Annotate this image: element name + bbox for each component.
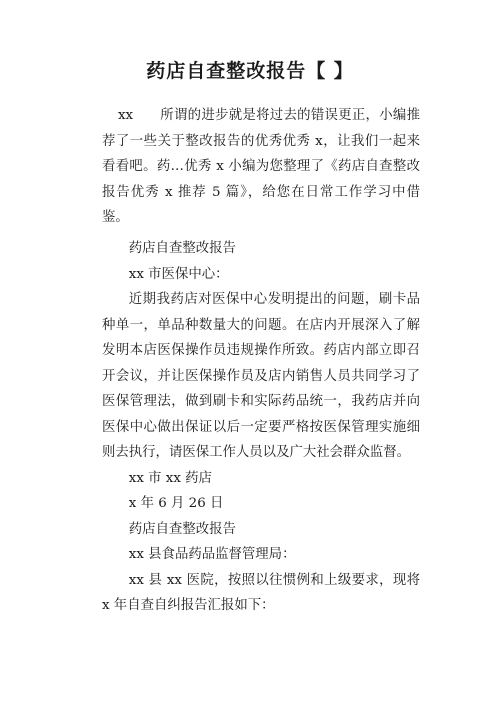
document-title: 药店自查整改报告【 】 xyxy=(146,60,354,82)
report1-addressee: xx 市医保中心： xyxy=(128,266,229,282)
report2-heading: 药店自查整改报告 xyxy=(128,521,236,537)
report-section xyxy=(102,236,420,619)
report2-addressee: xx 县食品药品监督管理局： xyxy=(128,547,296,562)
report1-heading: 药店自查整改报告 xyxy=(128,241,236,256)
intro-paragraph xyxy=(102,103,420,231)
report1-date: x 年 6 月 26 日 xyxy=(128,496,224,511)
report1-signer: xx 市 xx 药店 xyxy=(128,470,212,486)
intro-lead: xx xyxy=(118,108,134,123)
report2-body: xx 县 xx 医院，按照以往惯例和上级要求，现将 x 年自查自纠报告汇报如下： xyxy=(102,572,420,613)
report1-body: 近期我药店对医保中心发明提出的问题，刷卡品种单一，单品种数量大的问题。在店内开展深入了解发明本店医保操作员违规操作所致。药店内部立即召开会议，并让医保操作员及店内销售人员共同学习了医保管理法，做到刷卡和实际药品统一，我药店并向医保中心做出保证以后一定要严格按医保管理实施细则去执行，请医保工作人员以及广大社会群众监督。 xyxy=(102,292,420,460)
intro-text-block xyxy=(102,103,420,231)
intro-text: 所谓的进步就是将过去的错误更正，小编推荐了一些关于整改报告的优秀优秀 x，让我们一起来看看吧。药…优秀 x 小编为您整理了《药店自查整改报告优秀 x 推荐 5 篇》，给您在日常工作学习中借鉴。 xyxy=(102,108,420,225)
